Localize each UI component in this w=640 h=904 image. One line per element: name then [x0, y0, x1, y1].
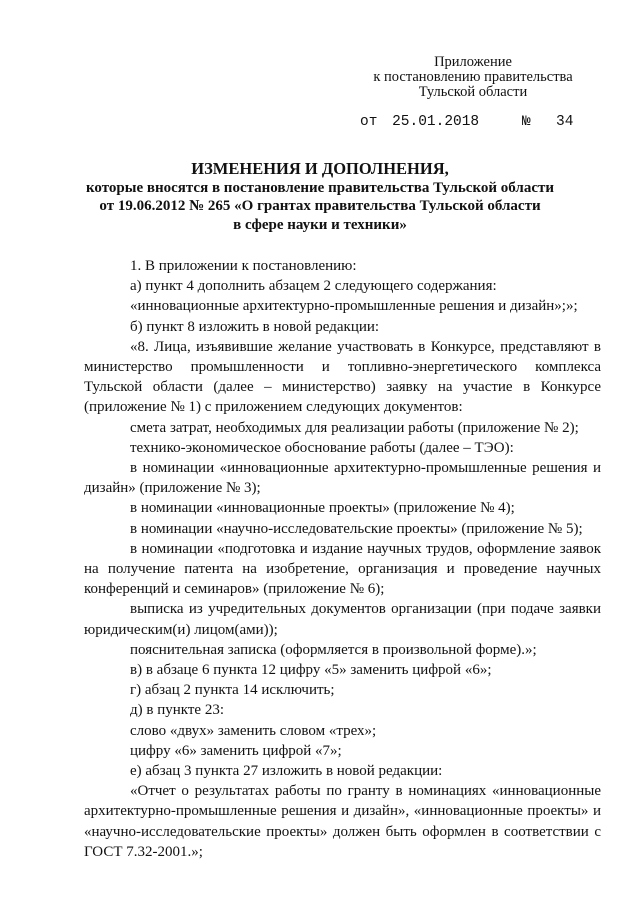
annex-line-3: Тульской области: [418, 84, 528, 100]
paragraph-12: выписка из учредительных документов организации (при подаче заявки юридическим(и) лицом(ами));: [84, 601, 601, 638]
paragraph-7: технико-экономическое обоснование работы (далее – ТЭО):: [130, 439, 514, 456]
paragraph-11: в номинации «подготовка и издание научных трудов, оформление заявок на получение патента на изобретение, организация и проведение научных конференций и семинаров» (приложение № 6);: [84, 540, 601, 598]
paragraph-13: пояснительная записка (оформляется в произвольной форме).»;: [130, 641, 537, 658]
paragraph-18: цифру «6» заменить цифрой «7»;: [130, 742, 342, 759]
paragraph-1: 1. В приложении к постановлению:: [130, 258, 357, 274]
paragraph-20: «Отчет о результатах работы по гранту в номинациях «инновационные архитектурно-промышленные решения и дизайн», «инновационные проекты» и «научно-исследовательские проекты» должен быть оформлен в соответствии с ГОСТ 7.32-2001.»;: [84, 783, 601, 860]
title-line-1: ИЗМЕНЕНИЯ И ДОПОЛНЕНИЯ,: [191, 159, 449, 178]
paragraph-8: в номинации «инновационные архитектурно-промышленные решения и дизайн» (приложение № 3);: [84, 460, 601, 497]
title-line-3: от 19.06.2012 № 265 «О грантах правительства Тульской области: [99, 198, 541, 214]
number-value: 34: [556, 114, 574, 130]
paragraph-9: в номинации «инновационные проекты» (приложение № 4);: [130, 500, 515, 517]
paragraph-14: в) в абзаце 6 пункта 12 цифру «5» заменить цифрой «6»;: [130, 662, 492, 679]
document-body: [84, 256, 601, 862]
paragraph-6: смета затрат, необходимых для реализации работы (приложение № 2);: [130, 419, 579, 436]
document-title: [0, 160, 640, 234]
paragraph-5: «8. Лица, изъявившие желание участвовать в Конкурсе, представляют в министерство промышленности и топливно-энергетического комплекса Тульской области (далее – министерство) заявку на участие в Конкурсе (приложение № 1) с приложением следующих документов:: [84, 338, 601, 416]
paragraph-3: «инновационные архитектурно-промышленные решения и дизайн»;»;: [130, 298, 578, 315]
title-line-4: в сфере науки и техники»: [233, 216, 407, 233]
number-sign: №: [522, 114, 531, 130]
paragraph-4: б) пункт 8 изложить в новой редакции:: [130, 318, 380, 335]
paragraph-16: д) в пункте 23:: [130, 702, 224, 719]
paragraph-17: слово «двух» заменить словом «трех»;: [130, 722, 377, 739]
paragraph-15: г) абзац 2 пункта 14 исключить;: [130, 682, 335, 699]
annex-line-2: к постановлению правительства: [373, 69, 573, 85]
paragraph-10: в номинации «научно-исследовательские проекты» (приложение № 5);: [130, 520, 583, 537]
paragraph-2: а) пункт 4 дополнить абзацем 2 следующего содержания:: [130, 278, 497, 295]
paragraph-19: е) абзац 3 пункта 27 изложить в новой редакции:: [130, 763, 443, 780]
title-line-2: которые вносятся в постановление правительства Тульской области: [85, 179, 555, 196]
annex-line-1: Приложение: [434, 54, 512, 70]
date-number-line: [360, 114, 574, 130]
date-value: 25.01.2018: [392, 114, 480, 130]
date-prefix: от: [360, 114, 378, 130]
annex-block: [340, 55, 606, 100]
